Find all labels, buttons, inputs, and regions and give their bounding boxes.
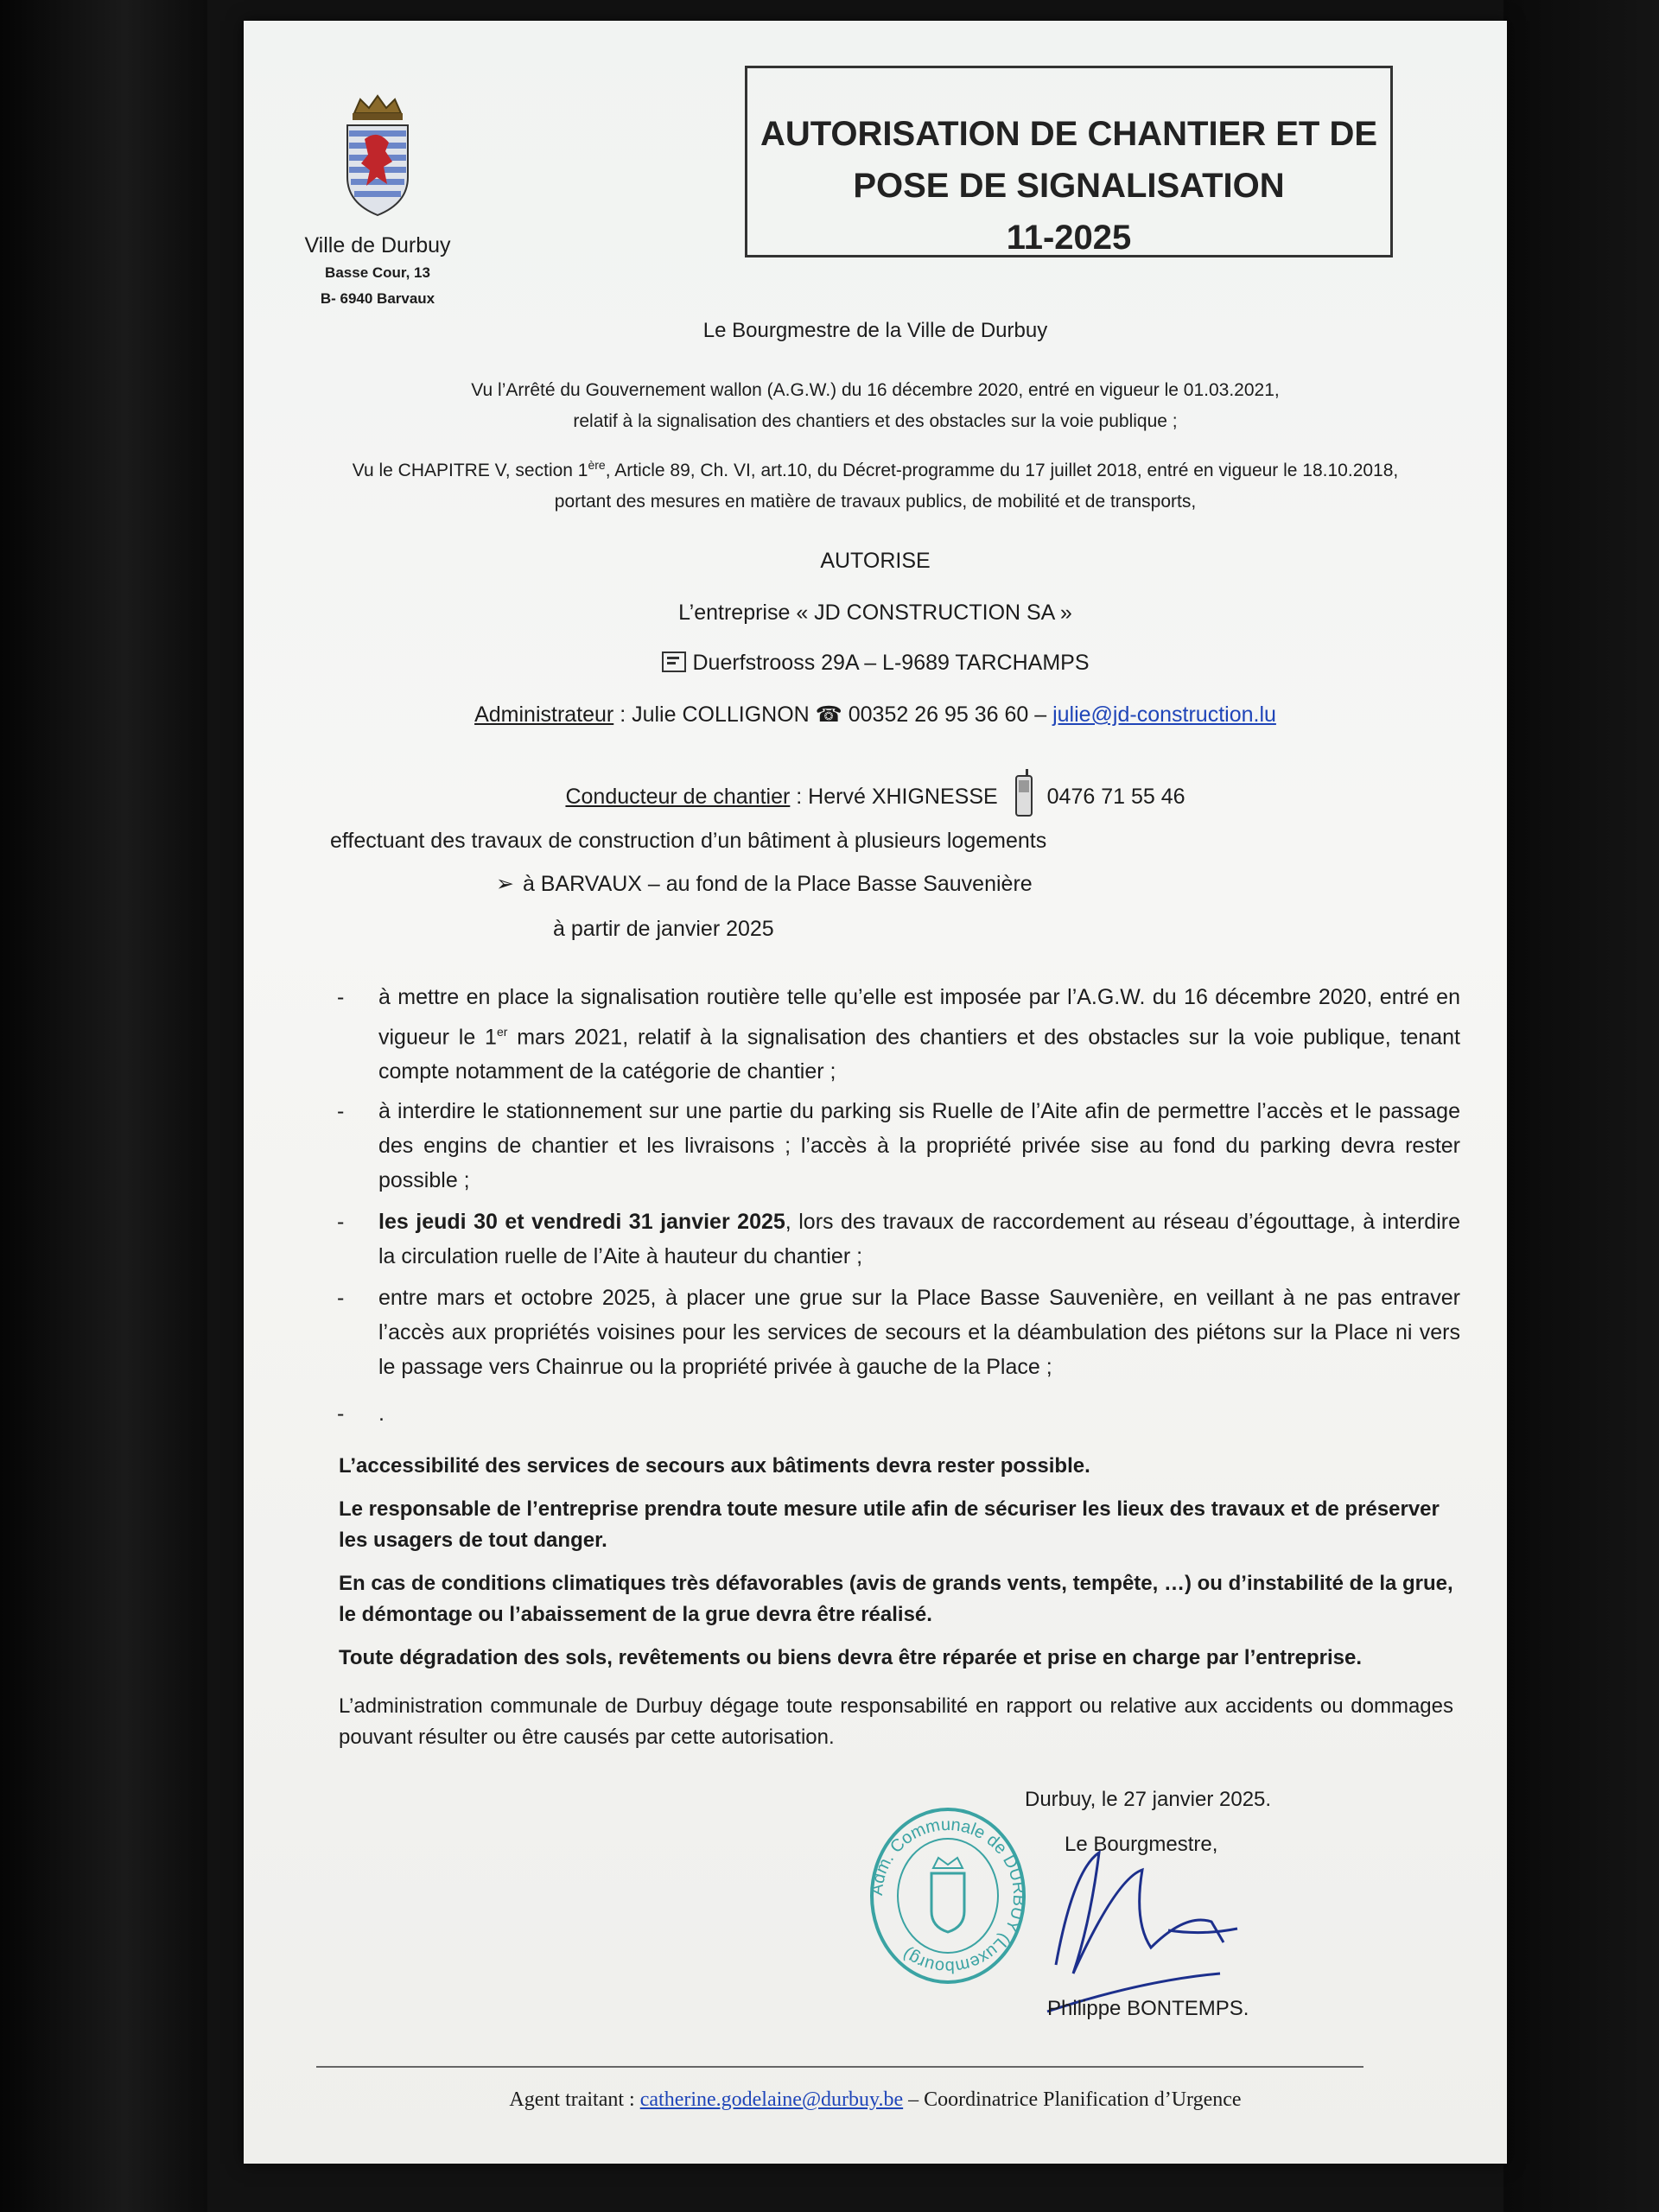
condition-2: à interdire le stationnement sur une partie du parking sis Ruelle de l’Aite afin de permettre l’accès et le passage des engins de chantier et les livraisons ; l’accès à la propriété privée sise au fond du parking devra rester possible ; xyxy=(378,1099,1460,1193)
arrow-bullet-icon: ➢ xyxy=(496,872,514,896)
handwritten-signature-icon xyxy=(1039,1818,1263,2017)
town-street: Basse Cour, 13 xyxy=(325,264,430,281)
signature-date: Durbuy, le 27 janvier 2025. xyxy=(1025,1788,1272,1811)
title-line-2: POSE DE SIGNALISATION xyxy=(853,167,1285,205)
conditions-list xyxy=(337,980,1460,1431)
note-3: En cas de conditions climatiques très défavorables (avis de grands vents, tempête, …) ou d’instabilité de la grue, le démontage ou l’abaissement de la grue devra être réalisé. xyxy=(339,1572,1453,1626)
administrator-label: Administrateur xyxy=(474,702,614,727)
signature-block xyxy=(866,1783,1402,2043)
condition-item xyxy=(337,1094,1460,1198)
legal-basis-1 xyxy=(244,375,1507,437)
legal-basis-1-line2: relatif à la signalisation des chantiers et des obstacles sur la voie publique ; xyxy=(573,411,1178,431)
list-dash: - xyxy=(337,985,345,1009)
notes-block xyxy=(339,1451,1453,1753)
issuer: Le Bourgmestre de la Ville de Durbuy xyxy=(702,319,1048,342)
mail-icon xyxy=(662,652,686,672)
note-4: Toute dégradation des sols, revêtements ou biens devra être réparée et prise en charge par l’entreprise. xyxy=(339,1646,1362,1669)
municipal-stamp-icon xyxy=(866,1801,1030,1991)
document-title-box xyxy=(745,66,1393,257)
condition-1b: mars 2021, relatif à la signalisation des chantiers et des obstacles sur la voie publique, tenant compte notamment de la catégorie de chantier ; xyxy=(378,1025,1460,1084)
condition-item xyxy=(337,1281,1460,1384)
condition-1a: à mettre en place la signalisation routière telle qu’elle est imposée par l’A.G.W. du 16 décembre 2020, entré en vigueur le 1 xyxy=(378,985,1460,1050)
conductor-name: : Hervé XHIGNESSE xyxy=(790,785,1004,809)
legal-basis-2-b: , Article 89, Ch. VI, art.10, du Décret-programme du 17 juillet 2018, entré en vigueur le 18.10.2018, xyxy=(605,461,1399,480)
footer-email-link[interactable]: catherine.godelaine@durbuy.be xyxy=(639,2088,904,2111)
title-line-1: AUTORISATION DE CHANTIER ET DE xyxy=(760,115,1378,153)
autorise-heading: AUTORISE xyxy=(820,549,931,573)
condition-1-sup: er xyxy=(496,1025,508,1039)
signatory-name: Philippe BONTEMPS. xyxy=(1047,1997,1249,2020)
administrator-email-link[interactable]: julie@jd-construction.lu xyxy=(1052,702,1276,727)
company-name: L’entreprise « JD CONSTRUCTION SA » xyxy=(678,601,1072,625)
administrator-line xyxy=(244,698,1507,731)
screen-bezel-left xyxy=(0,0,207,2212)
condition-5: . xyxy=(378,1402,385,1427)
condition-3-dates: les jeudi 30 et vendredi 31 janvier 2025 xyxy=(378,1210,785,1235)
note-5: L’administration communale de Durbuy dégage toute responsabilité en rapport ou relative aux accidents ou dommages pouvant résulter ou être causés par cette autorisation. xyxy=(339,1694,1453,1749)
condition-4: entre mars et octobre 2025, à placer une grue sur la Place Basse Sauvenière, en veillant à ne pas entraver l’accès aux propriétés voisines pour les services de secours et la déambulation des piétons sur la Place ni vers le passage vers Chainrue ou la propriété privée à gauche de la Place ; xyxy=(378,1286,1460,1380)
administrator-name: : Julie COLLIGNON xyxy=(613,702,816,727)
condition-item xyxy=(337,980,1460,1089)
footer-divider xyxy=(316,2066,1363,2068)
legal-basis-2-sup: ère xyxy=(588,458,606,472)
screen-bezel-right xyxy=(1503,0,1659,2212)
condition-item xyxy=(337,1205,1460,1274)
legal-basis-2 xyxy=(244,449,1507,518)
footer-contact xyxy=(244,2088,1507,2112)
condition-3: , lors des travaux de raccordement au réseau d’égouttage, à interdire la circulation ruelle de l’Aite à hauteur du chantier ; xyxy=(378,1210,1460,1269)
works-start: à partir de janvier 2025 xyxy=(553,917,774,941)
town-city: B- 6940 Barvaux xyxy=(320,290,435,307)
list-dash: - xyxy=(337,1402,345,1427)
note-1: L’accessibilité des services de secours aux bâtiments devra rester possible. xyxy=(339,1454,1090,1478)
town-name: Ville de Durbuy xyxy=(304,233,451,257)
title-number: 11-2025 xyxy=(1006,219,1132,257)
works-description: effectuant des travaux de construction d’un bâtiment à plusieurs logements xyxy=(330,829,1047,853)
company-address: Duerfstrooss 29A – L-9689 TARCHAMPS xyxy=(692,651,1090,675)
works-location-line xyxy=(496,868,1033,900)
signature-role: Le Bourgmestre, xyxy=(1065,1833,1218,1856)
condition-item xyxy=(337,1396,1460,1431)
mobile-phone-icon xyxy=(1013,769,1035,819)
list-dash: - xyxy=(337,1210,345,1235)
administrator-phone: 00352 26 95 36 60 – xyxy=(842,702,1053,727)
conductor-phone: 0476 71 55 46 xyxy=(1046,785,1185,809)
legal-basis-2-a: Vu le CHAPITRE V, section 1 xyxy=(352,461,588,480)
works-location: à BARVAUX – au fond de la Place Basse Sauvenière xyxy=(522,872,1033,896)
phone-icon: ☎ xyxy=(815,702,842,727)
footer-role: – Coordinatrice Planification d’Urgence xyxy=(903,2088,1242,2111)
list-dash: - xyxy=(337,1099,345,1124)
town-logo-block xyxy=(304,94,451,310)
document-page xyxy=(244,21,1507,2164)
list-dash: - xyxy=(337,1286,345,1311)
stamp-text: Adm. Communale de DURBUY (Luxembourg) xyxy=(867,1815,1029,1977)
legal-basis-1-line1: Vu l’Arrêté du Gouvernement wallon (A.G.W.) du 16 décembre 2020, entré en vigueur le 01.03.2021, xyxy=(471,380,1280,400)
coat-of-arms-icon xyxy=(339,94,416,224)
conductor-label: Conducteur de chantier xyxy=(565,785,791,809)
footer-label: Agent traitant : xyxy=(509,2088,640,2111)
legal-basis-2-line2: portant des mesures en matière de travaux publics, de mobilité et de transports, xyxy=(554,492,1197,512)
note-2: Le responsable de l’entreprise prendra toute mesure utile afin de sécuriser les lieux des travaux et de préserver les usagers de tout danger. xyxy=(339,1497,1440,1552)
conductor-line xyxy=(244,769,1507,819)
company-address-line xyxy=(244,646,1507,679)
